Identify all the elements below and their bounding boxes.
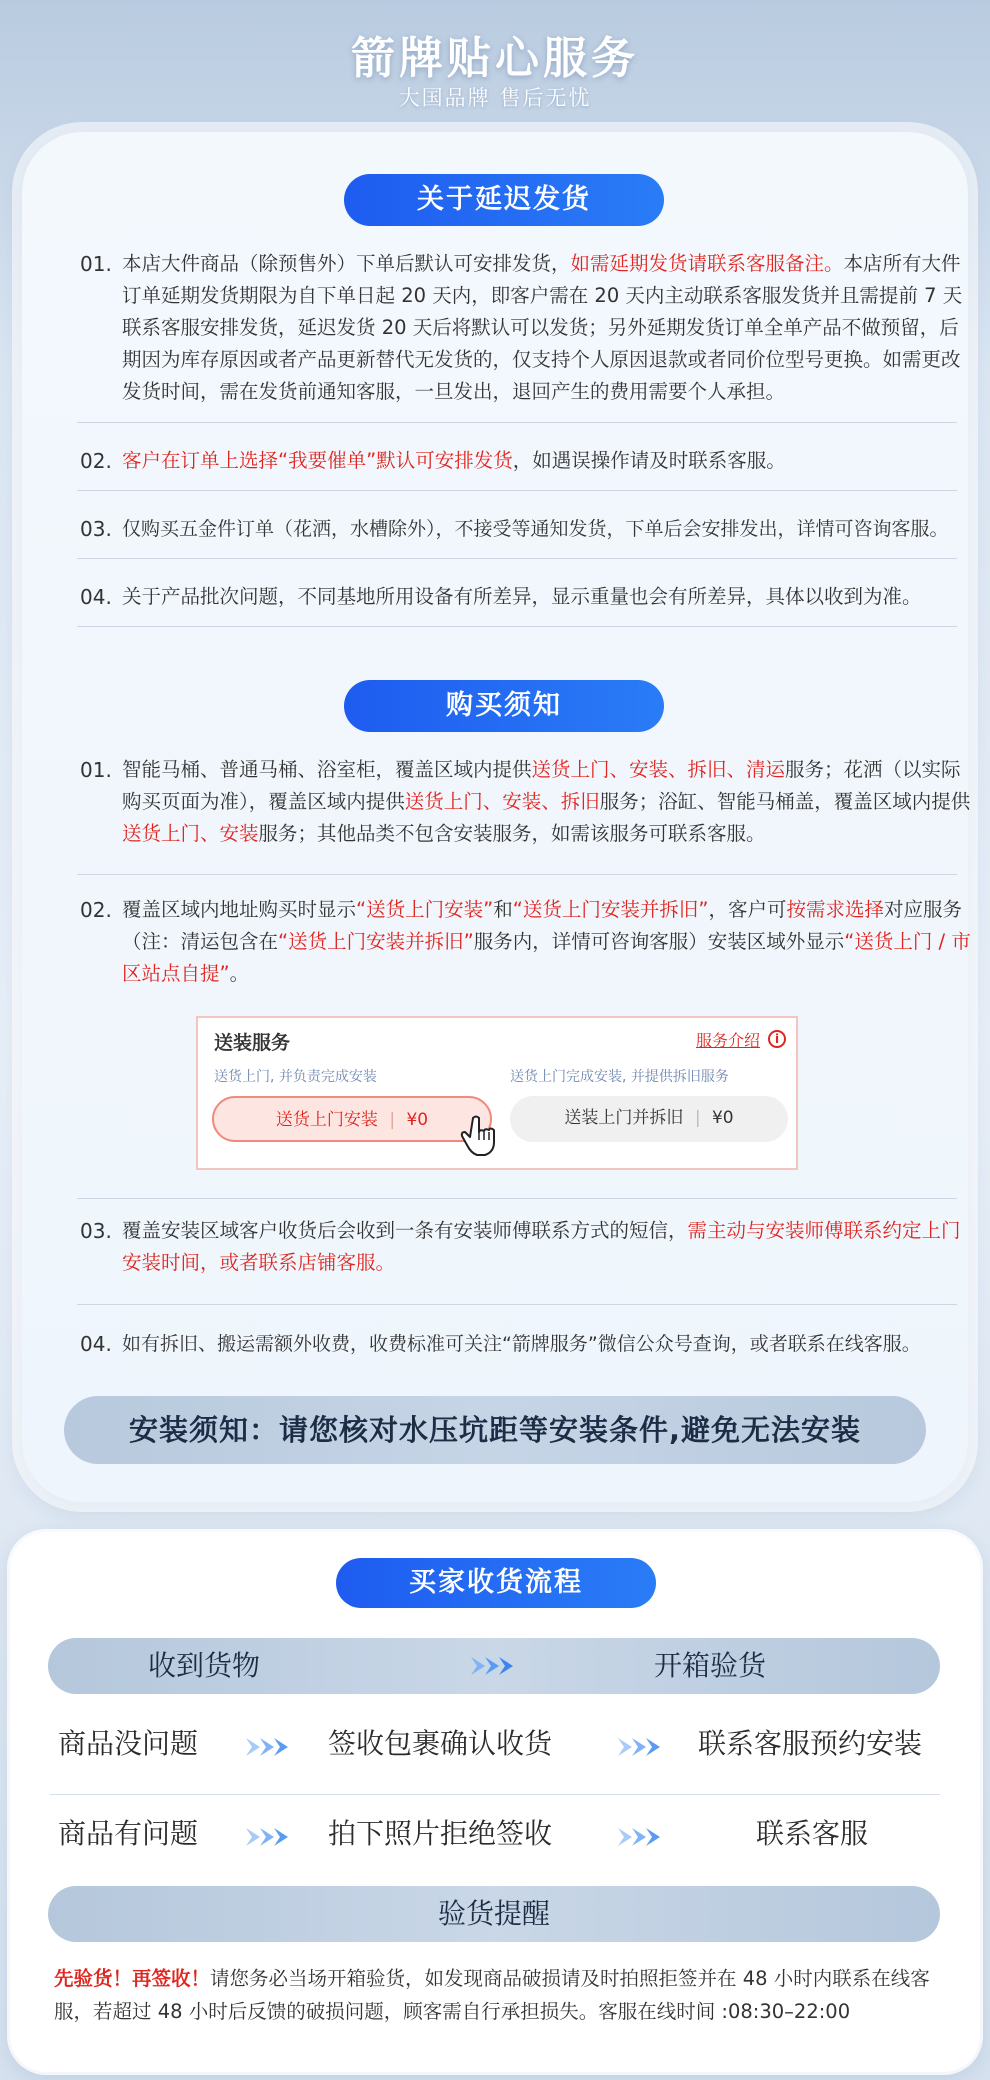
option-label: 送装上门并拆旧: [564, 1108, 684, 1128]
text-segment: 对应服务（注：清运包含在: [122, 898, 963, 953]
item-text: [122, 1328, 975, 1360]
option-divider: |: [694, 1108, 701, 1128]
purchase-notice-heading: 购买须知: [344, 680, 664, 732]
divider: [77, 558, 957, 559]
service-intro-link[interactable]: 服务介绍: [695, 1031, 760, 1050]
text-segment: 服务；花洒（以实际购买页面为准），覆盖区域内提供: [122, 758, 961, 813]
item-text: [122, 581, 975, 613]
text-segment: 智能马桶、普通马桶、浴室柜，覆盖区域内提供: [122, 758, 532, 781]
delay-item-4: [80, 581, 975, 613]
service-box-title: 送装服务: [214, 1032, 291, 1054]
flow-steps-bar: [48, 1638, 940, 1694]
item-number: 01.: [80, 758, 112, 782]
highlighted-text: “送货上门安装并拆旧”: [512, 898, 709, 921]
item-text: [122, 1215, 975, 1279]
text-segment: 服务；浴缸、智能马桶盖，覆盖区域内提供: [599, 790, 971, 813]
page-header: [0, 0, 990, 120]
divider: [50, 1794, 940, 1795]
highlighted-text: “送货上门安装并拆旧”: [278, 930, 474, 953]
pointer-hand-icon: [460, 1114, 500, 1158]
double-arrow-icon: [246, 1826, 292, 1848]
option-2-description: 送货上门完成安装, 并提供拆旧服务: [510, 1069, 729, 1085]
highlighted-text: 如需延期发货请联系客服备注。: [570, 252, 844, 275]
text-segment: 覆盖安装区域客户收货后会收到一条有安装师傅联系方式的短信，: [122, 1219, 688, 1242]
delay-item-2: [80, 445, 975, 477]
item-text: [122, 513, 975, 545]
item-text: [122, 754, 975, 850]
inspection-notice: [54, 1962, 954, 2028]
ok-action: 签收包裹确认收货: [328, 1727, 553, 1760]
highlighted-text: 送货上门、安装、拆旧、清运: [531, 758, 786, 781]
highlighted-text: 按需求选择: [786, 898, 884, 921]
step-receive-goods: 收到货物: [148, 1649, 261, 1682]
text-segment: 覆盖区域内地址购买时显示: [122, 898, 357, 921]
purchase-item-3: [80, 1215, 975, 1279]
double-arrow-icon: [471, 1655, 517, 1677]
page-title: 箭牌贴心服务: [351, 33, 639, 84]
delivery-service-selector: [196, 1016, 798, 1170]
ok-next-step: 联系客服预约安装: [698, 1727, 923, 1760]
page-subtitle: 大国品牌 售后无忧: [398, 86, 592, 110]
item-number: 03.: [80, 1219, 112, 1243]
divider: [77, 422, 957, 423]
text-segment: 仅购买五金件订单（花洒，水槽除外），不接受等通知发货，下单后会安排发出，详情可咨询客服。: [122, 518, 949, 540]
text-segment: ，如遇误操作请及时联系客服。: [512, 449, 786, 472]
highlighted-text: 送货上门、安装、拆旧: [404, 790, 600, 813]
step-unbox-inspect: 开箱验货: [654, 1649, 767, 1682]
inspection-reminder-bar: [48, 1886, 940, 1942]
bad-condition: 商品有问题: [58, 1817, 199, 1850]
reminder-title: 验货提醒: [437, 1897, 550, 1930]
item-number: 02.: [80, 449, 112, 473]
delay-shipping-heading: 关于延迟发货: [344, 174, 664, 226]
purchase-item-4: [80, 1328, 975, 1360]
option-delivery-install[interactable]: [212, 1096, 492, 1142]
text-segment: 本店大件商品（除预售外）下单后默认可安排发货，: [122, 252, 571, 275]
service-info-card: [22, 132, 971, 1502]
divider: [77, 1304, 957, 1305]
delay-item-1: [80, 248, 975, 408]
divider: [77, 1198, 957, 1199]
text-segment: 服务；其他品类不包含安装服务，如需该服务可联系客服。: [258, 822, 766, 845]
divider: [77, 626, 957, 627]
info-icon[interactable]: i: [768, 1030, 786, 1048]
item-text: [122, 248, 975, 408]
item-text: [122, 445, 975, 477]
divider: [77, 874, 957, 875]
item-number: 03.: [80, 517, 112, 541]
receiving-process-heading: 买家收货流程: [336, 1558, 656, 1608]
option-label: 送货上门安装: [275, 1110, 378, 1130]
double-arrow-icon: [618, 1736, 664, 1758]
install-warning-bar: 安装须知：请您核对水压坑距等安装条件,避免无法安装: [64, 1396, 926, 1464]
delay-item-3: [80, 513, 975, 545]
receiving-process-card: [10, 1532, 980, 2072]
highlighted-text: 客户在订单上选择“我要催单”默认可安排发货: [122, 449, 513, 472]
text-segment: 关于产品批次问题，不同基地所用设备有所差异，显示重量也会有所差异，具体以收到为准。: [122, 585, 922, 608]
divider: [77, 490, 957, 491]
text-segment: 服务内，详情可咨询客服）安装区域外显示: [473, 930, 845, 953]
ok-condition: 商品没问题: [58, 1727, 199, 1760]
purchase-item-1: [80, 754, 975, 850]
text-segment: 和: [493, 898, 513, 921]
item-number: 04.: [80, 585, 112, 609]
bad-action: 拍下照片拒绝签收: [328, 1817, 553, 1850]
text-segment: 本店所有大件订单延期发货期限为自下单日起 20 天内，即客户需在 20 天内主动联系客服发货并且需提前 7 天联系客服安排发货，延迟发货 20 天后将默认可以发货；另外延期发货订单全单产品不做预留，后期因为库存原因或者产品更新替代无发货的，仅支持个人原因退款或者同价位型号更换。如需更改发货时间，需在发货前通知客服，一旦发出，退回产生的费用需要个人承担。: [122, 252, 963, 403]
highlighted-text: 需主动与安装师傅联系约定上门安装时间，或者联系店铺客服。: [122, 1219, 961, 1274]
double-arrow-icon: [618, 1826, 664, 1848]
option-price: ¥0: [406, 1110, 429, 1130]
item-number: 04.: [80, 1332, 112, 1356]
item-text: [122, 894, 975, 990]
highlighted-text: “送货上门 / 市区站点自提”: [122, 930, 971, 985]
option-1-description: 送货上门, 并负责完成安装: [214, 1069, 377, 1085]
notice-emphasis: 先验货！再签收！: [54, 1967, 211, 1990]
option-price: ¥0: [711, 1108, 734, 1128]
item-number: 01.: [80, 252, 112, 276]
option-divider: |: [389, 1110, 396, 1130]
text-segment: 。: [229, 962, 250, 985]
double-arrow-icon: [246, 1736, 292, 1758]
purchase-item-2: [80, 894, 975, 990]
item-number: 02.: [80, 898, 112, 922]
text-segment: ，客户可: [708, 898, 787, 921]
highlighted-text: “送货上门安装”: [356, 898, 494, 921]
bad-next-step: 联系客服: [756, 1817, 869, 1850]
option-delivery-install-removal[interactable]: [510, 1096, 788, 1142]
highlighted-text: 送货上门、安装: [122, 822, 259, 845]
notice-text: 请您务必当场开箱验货，如发现商品破损请及时拍照拒签并在 48 小时内联系在线客服，若超过 48 小时后反馈的破损问题，顾客需自行承担损失。客服在线时间 :08:30–22:00: [54, 1967, 930, 2023]
text-segment: 如有拆旧、搬运需额外收费，收费标准可关注“箭牌服务”微信公众号查询，或者联系在线客服。: [122, 1333, 921, 1355]
